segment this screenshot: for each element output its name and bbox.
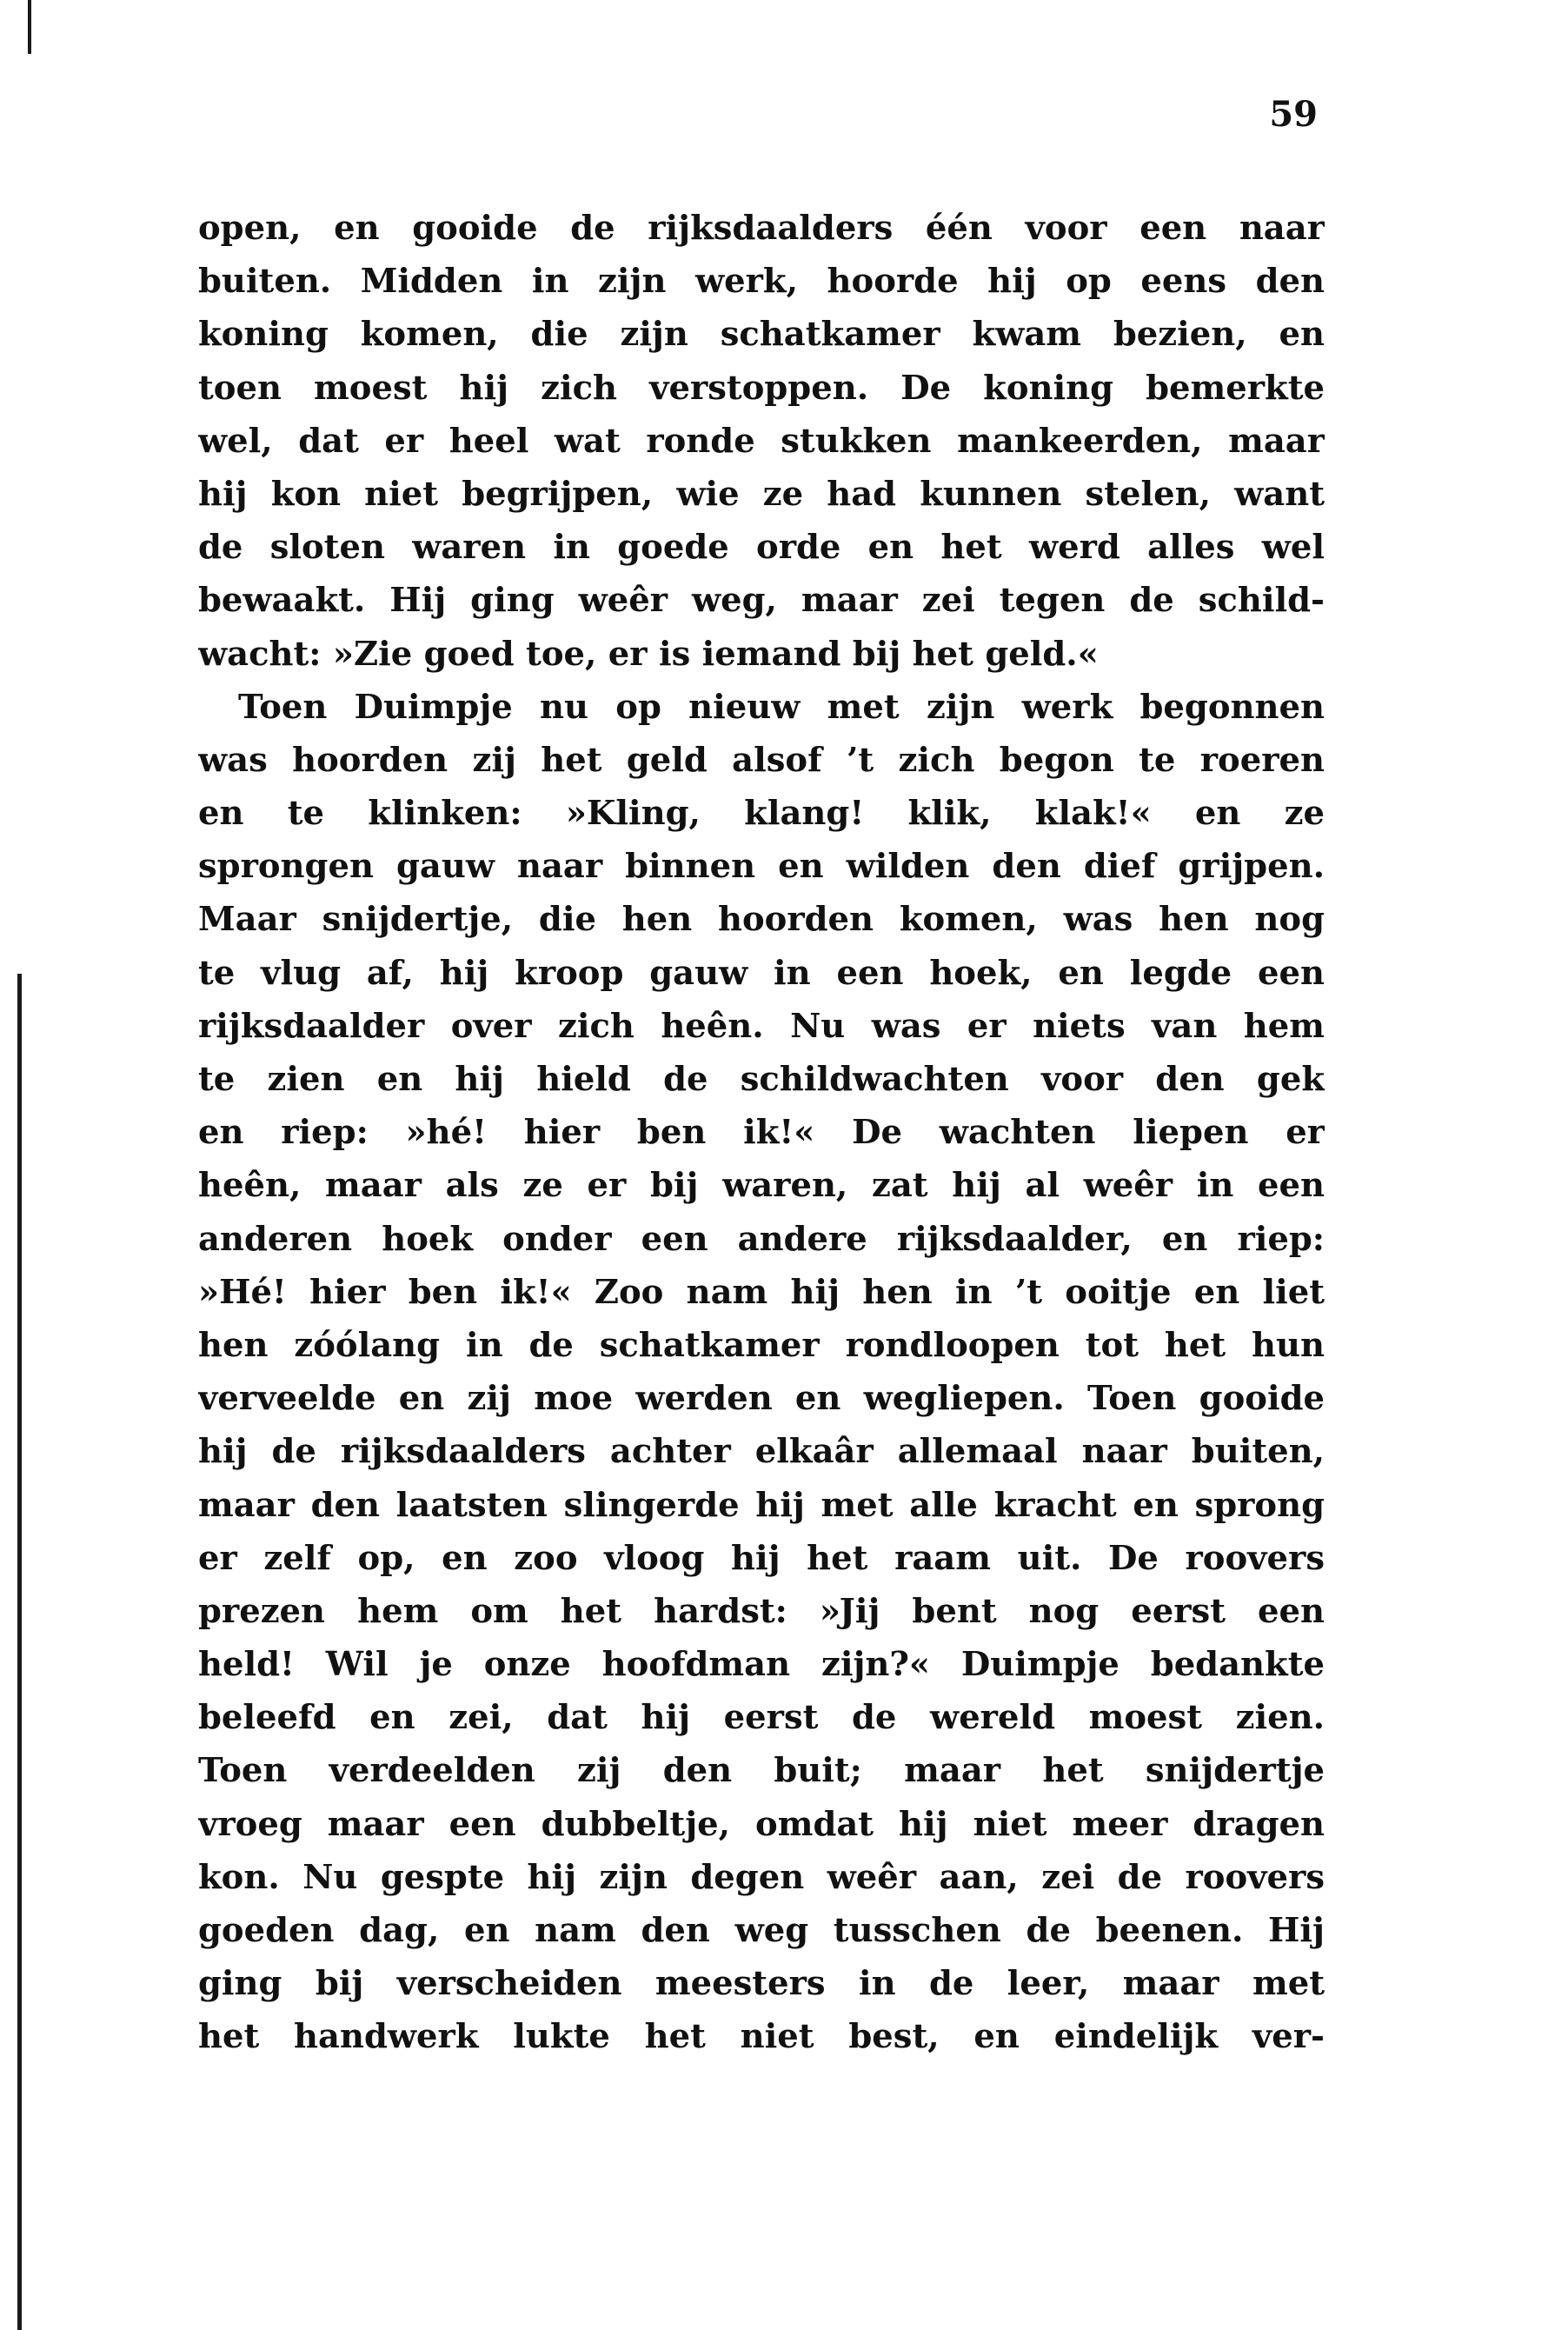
text-line: »Hé! hier ben ik!« Zoo nam hij hen in ’t ooitje en liet xyxy=(198,1272,1325,1312)
body-text xyxy=(198,202,1325,2064)
text-line: bewaakt. Hij ging weêr weg, maar zei tegen de schild- xyxy=(198,581,1325,621)
text-line: hij kon niet begrijpen, wie ze had kunnen stelen, want xyxy=(198,474,1325,514)
text-line: beleefd en zei, dat hij eerst de wereld moest zien. xyxy=(198,1698,1325,1738)
text-line: koning komen, die zijn schatkamer kwam bezien, en xyxy=(198,315,1325,355)
scan-edge-mark-left xyxy=(17,974,22,2330)
text-line: rijksdaalder over zich heên. Nu was er niets van hem xyxy=(198,1006,1325,1046)
page-number: 59 xyxy=(1269,94,1318,135)
text-line: de sloten waren in goede orde en het werd alles wel xyxy=(198,528,1325,568)
text-line: was hoorden zij het geld alsof ’t zich begon te roeren xyxy=(198,740,1325,780)
text-line: heên, maar als ze er bij waren, zat hij al weêr in een xyxy=(198,1166,1325,1206)
paragraph-end-line: wacht: »Zie goed toe, er is iemand bij het geld.« xyxy=(198,634,1099,674)
text-line: hen zóólang in de schatkamer rondloopen tot het hun xyxy=(198,1325,1325,1365)
scan-edge-mark-top xyxy=(28,0,31,54)
text-line: toen moest hij zich verstoppen. De koning bemerkte xyxy=(198,368,1325,408)
text-line: verveelde en zij moe werden en wegliepen. Toen gooide xyxy=(198,1379,1325,1419)
text-line: maar den laatsten slingerde hij met alle kracht en sprong xyxy=(198,1485,1325,1525)
text-line: Maar snijdertje, die hen hoorden komen, was hen nog xyxy=(198,900,1325,940)
text-line: wel, dat er heel wat ronde stukken mankeerden, maar xyxy=(198,421,1325,461)
text-line: te zien en hij hield de schildwachten voor den gek xyxy=(198,1060,1325,1099)
text-line: anderen hoek onder een andere rijksdaalder, en riep: xyxy=(198,1219,1325,1259)
text-line: en te klinken: »Kling, klang! klik, klak!« en ze xyxy=(198,794,1325,834)
text-line: goeden dag, en nam den weg tusschen de beenen. Hij xyxy=(198,1911,1325,1950)
text-line: te vlug af, hij kroop gauw in een hoek, en legde een xyxy=(198,953,1325,993)
text-line: hij de rijksdaalders achter elkaâr allemaal naar buiten, xyxy=(198,1432,1325,1472)
text-line: vroeg maar een dubbeltje, omdat hij niet meer dragen xyxy=(198,1804,1325,1844)
text-line: open, en gooide de rijksdaalders één voor een naar xyxy=(198,209,1325,248)
text-line: held! Wil je onze hoofdman zijn?« Duimpje bedankte xyxy=(198,1645,1325,1685)
text-line: prezen hem om het hardst: »Jij bent nog eerst een xyxy=(198,1591,1325,1631)
text-line: er zelf op, en zoo vloog hij het raam uit. De roovers xyxy=(198,1538,1325,1578)
text-line: sprongen gauw naar binnen en wilden den dief grijpen. xyxy=(198,847,1325,887)
text-line: en riep: »hé! hier ben ik!« De wachten liepen er xyxy=(198,1113,1325,1153)
text-line: ging bij verscheiden meesters in de leer, maar met xyxy=(198,1964,1325,2004)
text-line: het handwerk lukte het niet best, en eindelijk ver- xyxy=(198,2017,1325,2057)
text-line: Toen verdeelden zij den buit; maar het snijdertje xyxy=(198,1751,1325,1791)
text-line: kon. Nu gespte hij zijn degen weêr aan, zei de roovers xyxy=(198,1857,1325,1897)
paragraph-start-line: Toen Duimpje nu op nieuw met zijn werk begonnen xyxy=(238,687,1325,727)
text-line: buiten. Midden in zijn werk, hoorde hij op eens den xyxy=(198,262,1325,302)
